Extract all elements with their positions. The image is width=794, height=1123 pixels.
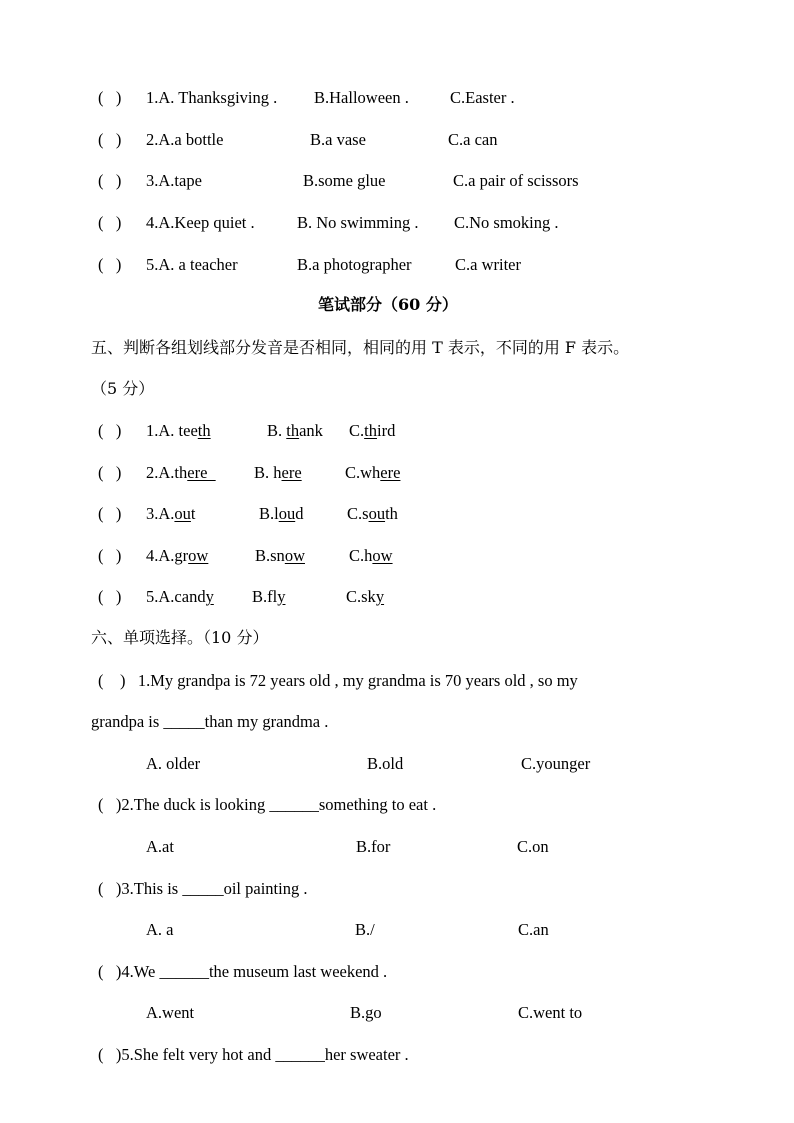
option-text: B.l [259, 504, 279, 523]
underlined-letters: y [205, 587, 214, 606]
answer-paren: ( ) [98, 587, 122, 606]
option-a: 5.A. a teacher [146, 255, 238, 274]
option-text: C.wh [345, 463, 381, 482]
option-text: 5.A.cand [146, 587, 206, 606]
underlined-letters: th [286, 421, 300, 440]
answer-paren: ( ) [98, 546, 122, 565]
option-a [146, 546, 208, 566]
question-4: ( )4.We ______the museum last weekend . [98, 962, 388, 981]
option-a [146, 421, 211, 441]
pronunciation-item-2 [98, 463, 121, 483]
option-c [347, 504, 398, 524]
option-c: C.No smoking . [454, 213, 559, 232]
option-c: C.on [517, 837, 549, 856]
pronunciation-item-5 [98, 587, 121, 607]
option-b: B.a vase [310, 130, 366, 149]
underlined-letters: ow [284, 546, 305, 565]
option-text: B. [267, 421, 287, 440]
section6-title: 六、单项选择。（10 分） [91, 628, 269, 647]
option-text: B. h [254, 463, 282, 482]
option-b: B.for [356, 837, 391, 856]
underlined-letters: y [375, 587, 385, 606]
question-1-line-1: ( ) 1.My grandpa is 72 years old , my grandma is 70 years old , so my [98, 671, 578, 690]
underlined-letters: ow [188, 546, 209, 565]
section5-score: （5 分） [91, 379, 155, 398]
option-b: B./ [355, 920, 375, 939]
option-b: B.some glue [303, 171, 386, 190]
question-2: ( )2.The duck is looking ______something to eat . [98, 795, 437, 814]
option-b: B. No swimming . [297, 213, 419, 232]
option-text: C.h [349, 546, 373, 565]
answer-paren: ( ) [98, 213, 122, 232]
option-c: C.younger [521, 754, 591, 773]
option-text: C. [349, 421, 365, 440]
underlined-letters: ou [278, 504, 296, 523]
listening-item-5 [98, 255, 121, 275]
answer-paren: ( ) [98, 504, 122, 523]
option-text: 3.A. [146, 504, 175, 523]
option-text: C.s [347, 504, 369, 523]
option-c [346, 587, 384, 607]
listening-item-2 [98, 130, 121, 150]
pronunciation-item-4 [98, 546, 121, 566]
option-text: B.fl [252, 587, 278, 606]
option-a [146, 587, 214, 607]
listening-item-1 [98, 88, 121, 108]
section5-title: 五、判断各组划线部分发音是否相同，相同的用 T 表示，不同的用 F 表示。 [91, 338, 630, 357]
underlined-letters: th [364, 421, 377, 440]
underlined-letters: ere [187, 463, 216, 482]
option-a [146, 504, 196, 524]
option-a: 1.A. Thanksgiving . [146, 88, 278, 107]
option-c: C.a writer [455, 255, 521, 274]
option-text: 1.A. tee [146, 421, 198, 440]
option-c: C.an [518, 920, 549, 939]
option-b: B.old [367, 754, 404, 773]
listening-item-4 [98, 213, 121, 233]
answer-paren: ( ) [98, 255, 122, 274]
option-b [259, 504, 303, 524]
question-1-line-2: grandpa is _____than my grandma . [91, 712, 329, 731]
answer-paren: ( ) [98, 463, 122, 482]
listening-item-3 [98, 171, 121, 191]
option-c [349, 421, 395, 441]
option-b: B.a photographer [297, 255, 412, 274]
answer-paren: ( ) [98, 88, 122, 107]
option-c: C.a can [448, 130, 498, 149]
option-b: B.Halloween . [314, 88, 409, 107]
option-text: 2.A.th [146, 463, 188, 482]
written-part-title: 笔试部分（60 分） [318, 295, 458, 314]
option-a [146, 463, 216, 483]
answer-paren: ( ) [98, 421, 122, 440]
underlined-letters: y [277, 587, 286, 606]
option-c: C.Easter . [450, 88, 515, 107]
option-b: B.go [350, 1003, 382, 1022]
underlined-letters: ou [368, 504, 386, 523]
underlined-letters: th [197, 421, 211, 440]
option-a: A. a [146, 920, 174, 939]
question-5: ( )5.She felt very hot and ______her sweater . [98, 1045, 409, 1064]
pronunciation-item-1 [98, 421, 121, 441]
option-a: A.at [146, 837, 174, 856]
option-c: C.went to [518, 1003, 583, 1022]
option-text: ird [376, 421, 396, 440]
option-a: A.went [146, 1003, 195, 1022]
underlined-letters: ou [174, 504, 191, 523]
answer-paren: ( ) [98, 171, 122, 190]
option-b [267, 421, 323, 441]
option-a: A. older [146, 754, 201, 773]
option-b [254, 463, 302, 483]
option-c: C.a pair of scissors [453, 171, 579, 190]
answer-paren: ( ) [98, 130, 122, 149]
option-text: B.sn [255, 546, 285, 565]
option-a: 4.A.Keep quiet . [146, 213, 255, 232]
option-text: t [190, 504, 196, 523]
option-b [255, 546, 305, 566]
underlined-letters: ere [380, 463, 401, 482]
pronunciation-item-3 [98, 504, 121, 524]
option-text: C.sk [346, 587, 376, 606]
option-text: th [385, 504, 398, 523]
option-c [345, 463, 400, 483]
underlined-letters: ere [281, 463, 302, 482]
option-text: d [295, 504, 304, 523]
option-a: 3.A.tape [146, 171, 202, 190]
option-a: 2.A.a bottle [146, 130, 224, 149]
option-b [252, 587, 285, 607]
question-3: ( )3.This is _____oil painting . [98, 879, 308, 898]
option-text: 4.A.gr [146, 546, 189, 565]
option-text: ank [299, 421, 323, 440]
underlined-letters: ow [372, 546, 393, 565]
option-c [349, 546, 393, 566]
